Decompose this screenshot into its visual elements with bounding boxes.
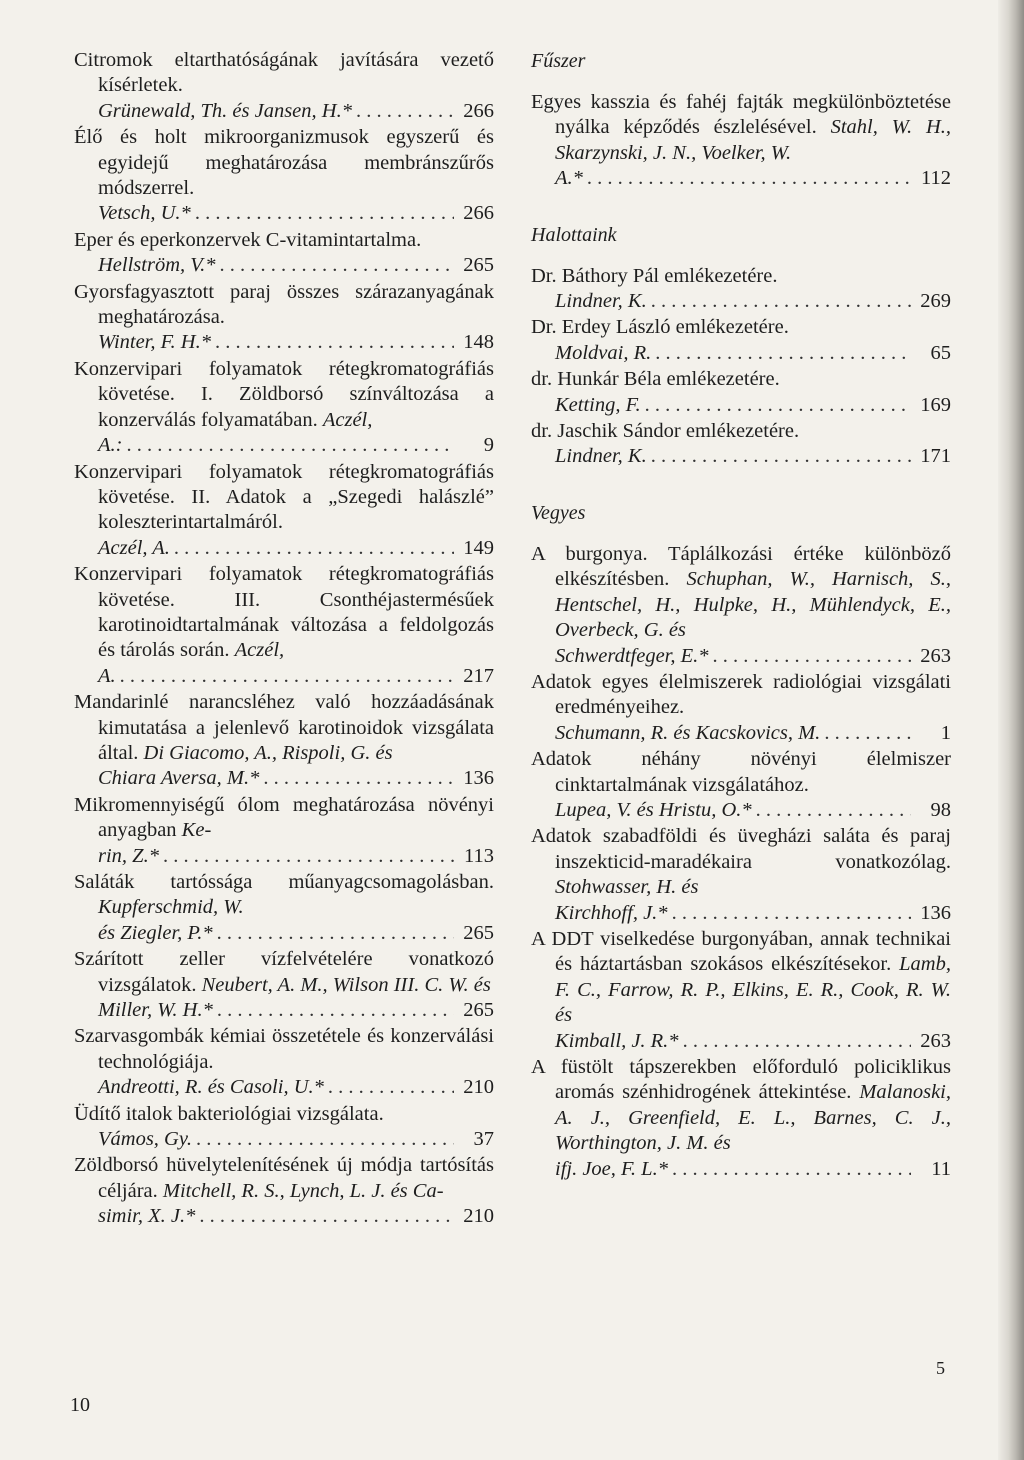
dot-leader (220, 253, 454, 278)
dot-leader (587, 166, 911, 191)
index-entry (531, 1055, 951, 1182)
dot-leader (195, 201, 454, 226)
index-entry (74, 870, 494, 946)
entry-leader-line (98, 253, 494, 278)
entry-title: Élő és holt mikroorganizmusok egyszerű és egyidejű meghatározása membránszűrős módszerrel. (74, 126, 494, 200)
entry-leader-line (98, 99, 494, 124)
entry-title: Konzervipari folyamatok rétegkromatográfiás követése. III. Csonthéjastermésűek karotinoidtartalmának változása a feldolgozás és tárolás során. (74, 563, 494, 662)
entry-title: Eper és eperkonzervek C-vitamintartalma. (74, 228, 422, 251)
entry-leader-line (555, 289, 951, 314)
entry-leader-line (98, 536, 494, 561)
entry-author-tail: Vámos, Gy. (98, 1128, 192, 1151)
entry-page-number: 1 (940, 721, 951, 744)
entry-authors: Neubert, A. M., Wilson III. C. W. és (201, 973, 491, 996)
entry-author-tail: A.* (555, 167, 583, 190)
entry-leader-line (555, 393, 951, 418)
entry-author-tail: Kirchhoff, J.* (555, 901, 668, 924)
entry-page-number: 265 (463, 254, 494, 277)
entry-authors: Kupferschmid, W. (98, 896, 244, 919)
entry-authors: Schuphan, W., Harnisch, S., Hentschel, H., Hulpke, H., Mühlendyck, E., Overbeck, G. és (555, 568, 951, 642)
entry-title: Üdítő italok bakteriológiai vizsgálata. (74, 1102, 384, 1125)
entry-page-number: 136 (463, 767, 494, 790)
entry-page-number: 149 (463, 536, 494, 559)
entry-leader-line (555, 644, 951, 669)
entry-author-tail: Miller, W. H.* (98, 999, 213, 1022)
entry-title: dr. Hunkár Béla emlékezetére. (531, 368, 780, 391)
index-entry (74, 228, 494, 279)
index-entry (531, 315, 951, 366)
index-entry (74, 460, 494, 562)
index-entry (74, 125, 494, 227)
entry-page-number: 210 (463, 1076, 494, 1099)
entry-leader-line (555, 341, 951, 366)
entry-page-number: 113 (464, 844, 494, 867)
index-entry (74, 947, 494, 1023)
entry-author-tail: Aczél, A. (98, 536, 170, 559)
entry-authors: Mitchell, R. S., Lynch, L. J. és Ca- (162, 1179, 444, 1202)
entry-page-number: 265 (463, 921, 494, 944)
index-entry (74, 48, 494, 124)
entry-author-tail: Moldvai, R. (555, 341, 652, 364)
entry-page-number: 136 (920, 901, 951, 924)
dot-leader (328, 1075, 454, 1100)
dot-leader (672, 1157, 911, 1182)
entry-page-number: 171 (920, 445, 951, 468)
entry-title: A DDT viselkedése burgonyában, annak technikai és háztartásban szokásos elkészítésekor. (531, 927, 951, 976)
dot-leader (215, 330, 454, 355)
entry-leader-line (555, 798, 951, 823)
entry-title: dr. Jaschik Sándor emlékezetére. (531, 420, 800, 443)
entry-author-tail: Lupea, V. és Hristu, O.* (555, 798, 752, 821)
entry-author-tail: Andreotti, R. és Casoli, U.* (98, 1076, 324, 1099)
dot-leader (126, 433, 454, 458)
entry-title: Gyorsfagyasztott paraj összes szárazanyagának meghatározása. (74, 280, 494, 329)
entry-author-tail: Winter, F. H.* (98, 331, 211, 354)
dot-leader (651, 444, 911, 469)
entry-author-tail: Vetsch, U.* (98, 202, 191, 225)
entry-authors: Stahl, W. H., Skarzynski, J. N., Voelker, W. (555, 116, 952, 164)
entry-title: Citromok eltarthatóságának javítására vezető kísérletek. (74, 49, 494, 97)
entry-authors: Aczél, (322, 408, 373, 431)
entry-title: Egyes kasszia és fahéj fajták megkülönböztetése nyálka képződés észlelésével. (531, 91, 951, 139)
entry-page-number: 265 (463, 999, 494, 1022)
entry-page-number: 269 (920, 290, 951, 313)
entry-page-number: 37 (473, 1128, 494, 1151)
entry-title: Szarvasgombák kémiai összetétele és konzerválási technológiája. (74, 1025, 494, 1073)
entry-author-tail: ifj. Joe, F. L.* (555, 1157, 668, 1180)
index-entry (531, 367, 951, 418)
index-entry (74, 357, 494, 459)
entry-author-tail: Lindner, K. (555, 445, 647, 468)
index-entry (531, 747, 951, 823)
entry-author-tail: rin, Z.* (98, 844, 159, 867)
entry-title: Szárított zeller vízfelvételére vonatkozó vizsgálatok. (74, 948, 494, 996)
entry-page-number: 112 (921, 167, 951, 190)
entry-title: A burgonya. Táplálkozási értéke különböző elkészítésben. (531, 542, 951, 591)
dot-leader (217, 921, 454, 946)
entry-page-number: 263 (920, 644, 951, 667)
entry-author-tail: és Ziegler, P.* (98, 921, 213, 944)
entry-author-tail: Chiara Aversa, M.* (98, 767, 260, 790)
index-entry (74, 793, 494, 869)
entry-leader-line (555, 166, 951, 191)
entry-title: Zöldborsó hüvelytelenítésének új módja tartósítás céljára. (74, 1154, 494, 1202)
entry-author-tail: Grünewald, Th. és Jansen, H.* (98, 99, 352, 122)
entry-page-number: 266 (463, 99, 494, 122)
section-title: Fűszer (531, 50, 586, 72)
entry-title: Saláták tartóssága műanyagcsomagolásban. (74, 871, 494, 893)
entry-leader-line (98, 844, 494, 869)
entry-authors: Ke- (181, 819, 212, 842)
section (531, 500, 951, 1182)
dot-leader (163, 844, 454, 869)
entry-author-tail: simir, X. J.* (98, 1205, 196, 1228)
entry-title: A füstölt tápszerekben előforduló policiklikus aromás szénhidrogének áttekintése. (531, 1056, 951, 1104)
corner-mark: 5 (936, 1358, 945, 1378)
dot-leader (174, 536, 454, 561)
index-entry (531, 927, 951, 1054)
entry-leader-line (98, 766, 494, 791)
entry-author-tail: Hellström, V.* (98, 254, 216, 277)
index-entry (74, 280, 494, 356)
entry-title: Adatok néhány növényi élelmiszer cinktartalmának vizsgálatához. (531, 748, 951, 796)
dot-leader (683, 1029, 911, 1054)
entry-author-tail: A. (98, 664, 116, 687)
entry-leader-line (98, 201, 494, 226)
page-edge-shadow (998, 0, 1024, 1460)
index-entry (531, 419, 951, 470)
entry-leader-line (98, 664, 494, 689)
entry-leader-line (555, 901, 951, 926)
entry-page-number: 9 (483, 434, 494, 457)
right-column (531, 48, 951, 1212)
dot-leader (217, 998, 454, 1023)
entry-author-tail: Schumann, R. és Kacskovics, M. (555, 721, 821, 744)
entry-leader-line (98, 1204, 494, 1229)
entry-author-tail: Lindner, K. (555, 290, 647, 313)
entry-page-number: 148 (463, 331, 494, 354)
entry-authors: Stohwasser, H. és (555, 876, 699, 899)
entry-title: Dr. Erdey László emlékezetére. (531, 316, 789, 339)
entry-authors: Malanoski, A. J., Greenfield, E. L., Barnes, C. J., Worthington, J. M. és (555, 1081, 951, 1155)
entry-leader-line (555, 1157, 951, 1182)
index-entry (74, 1024, 494, 1100)
dot-leader (645, 393, 911, 418)
section-title: Halottaink (531, 223, 617, 246)
entry-authors: Di Giacomo, A., Rispoli, G. és (143, 741, 393, 764)
entry-author-tail: Schwerdtfeger, E.* (555, 644, 709, 667)
entry-authors: Aczél, (234, 639, 285, 662)
index-entry (74, 562, 494, 689)
entry-page-number: 266 (463, 202, 494, 225)
index-entry (74, 1102, 494, 1153)
entry-leader-line (555, 444, 951, 469)
entry-page-number: 169 (920, 393, 951, 416)
entry-author-tail: Kimball, J. R.* (555, 1029, 679, 1052)
entry-author-tail: Ketting, F. (555, 393, 641, 416)
left-column (74, 48, 494, 1230)
dot-leader (199, 1204, 454, 1229)
dot-leader (655, 341, 911, 366)
entry-leader-line (98, 1127, 494, 1152)
entry-leader-line (98, 330, 494, 355)
entry-page-number: 65 (930, 341, 951, 364)
entry-leader-line (98, 921, 494, 946)
dot-leader (672, 901, 911, 926)
entry-leader-line (555, 721, 951, 746)
page-number: 10 (70, 1394, 90, 1416)
index-entry (74, 690, 494, 792)
entry-title: Mikromennyiségű ólom meghatározása növényi anyagban (74, 793, 494, 842)
dot-leader (263, 766, 454, 791)
entry-title: Adatok egyes élelmiszerek radiológiai vizsgálati eredményeihez. (531, 670, 951, 719)
entry-authors: Lamb, F. C., Farrow, R. P., Elkins, E. R., Cook, R. W. és (555, 953, 951, 1027)
dot-leader (196, 1127, 454, 1152)
section (531, 222, 951, 470)
entry-leader-line (98, 433, 494, 458)
dot-leader (651, 289, 911, 314)
section (531, 48, 951, 192)
entry-leader-line (98, 998, 494, 1023)
entry-page-number: 98 (930, 798, 951, 821)
index-entry (74, 1153, 494, 1229)
index-entry (531, 542, 951, 669)
entry-leader-line (98, 1075, 494, 1100)
entry-leader-line (555, 1029, 951, 1054)
entry-title: Konzervipari folyamatok rétegkromatográfiás követése. II. Adatok a „Szegedi halászlé” koleszterintartalmáról. (74, 460, 494, 534)
section-title: Vegyes (531, 501, 586, 524)
entry-page-number: 11 (931, 1157, 951, 1180)
entry-title: Adatok szabadföldi és üvegházi saláta és paraj inszekticid-maradékaira vonatkozólag. (531, 825, 951, 873)
dot-leader (120, 664, 454, 689)
dot-leader (824, 721, 911, 746)
dot-leader (356, 99, 454, 124)
index-entry (531, 824, 951, 926)
index-entry (531, 670, 951, 746)
entry-title: Konzervipari folyamatok rétegkromatográfiás követése. I. Zöldborsó színváltozása a konzerválás folyamatában. (74, 357, 494, 431)
entry-page-number: 263 (920, 1029, 951, 1052)
entry-page-number: 217 (463, 664, 494, 687)
dot-leader (713, 644, 911, 669)
dot-leader (756, 798, 911, 823)
entry-title: Dr. Báthory Pál emlékezetére. (531, 264, 778, 287)
index-entry (531, 264, 951, 315)
entry-title: Mandarinlé narancsléhez való hozzáadásának kimutatása a jelenlevő karotinoidok vizsgálata által. (74, 691, 494, 764)
entry-page-number: 210 (463, 1205, 494, 1228)
entry-author-tail: A.: (98, 434, 123, 457)
index-entry (531, 90, 951, 192)
